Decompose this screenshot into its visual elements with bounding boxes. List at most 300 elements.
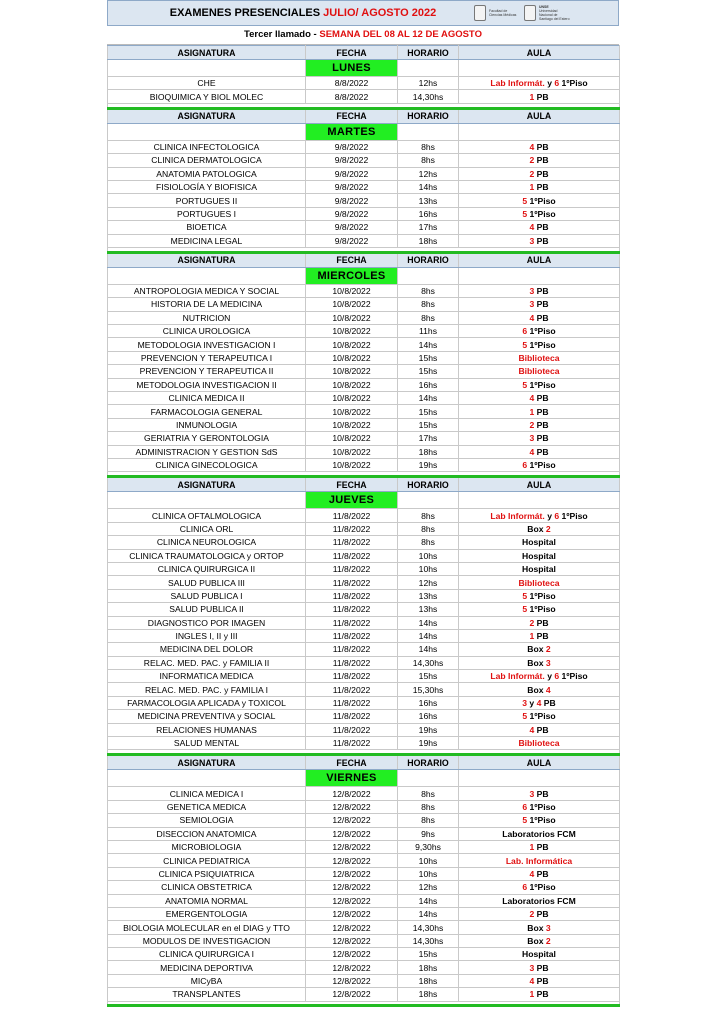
room-text: Box [527,922,546,933]
column-header-room: AULA [459,477,620,492]
table-row [108,683,620,696]
room-text: y [527,698,537,709]
table-row [108,536,620,549]
room-text: 1ºPiso [527,882,556,893]
room-text: 2 [529,617,535,628]
room-cell [459,562,620,575]
room-text: 5 [522,208,528,219]
date-cell: 12/8/2022 [306,948,398,961]
room-text: 1ºPiso [527,195,556,206]
room-text: 2 [545,523,551,534]
subject-cell: FARMACOLOGIA GENERAL [108,405,306,418]
date-cell: 12/8/2022 [306,787,398,800]
room-cell [459,723,620,736]
table-row [108,723,620,736]
column-header-time: HORARIO [398,477,459,492]
room-text: 1ºPiso [559,510,588,521]
column-header-row [108,477,620,492]
subject-cell: CLINICA QUIRURGICA II [108,562,306,575]
date-cell: 10/8/2022 [306,298,398,311]
table-row [108,616,620,629]
date-cell: 8/8/2022 [306,77,398,90]
time-cell: 8hs [398,154,459,167]
room-text: 1ºPiso [527,326,556,337]
date-cell: 10/8/2022 [306,338,398,351]
table-row [108,576,620,589]
room-text: Biblioteca [518,577,560,588]
date-cell: 11/8/2022 [306,576,398,589]
room-cell [459,814,620,827]
day-row [108,60,620,77]
time-cell: 14hs [398,907,459,920]
room-cell [459,737,620,750]
subject-cell: SALUD PUBLICA III [108,576,306,589]
date-cell: 11/8/2022 [306,616,398,629]
table-row [108,234,620,247]
room-text: 1 [529,91,535,102]
table-row [108,445,620,458]
table-row [108,549,620,562]
room-text: 2 [529,909,535,920]
table-row [108,432,620,445]
room-text: PB [534,724,549,735]
time-cell: 10hs [398,562,459,575]
room-text: 2 [529,420,535,430]
table-row [108,392,620,405]
room-cell [459,603,620,616]
room-text: 5 [522,590,528,601]
subject-cell: MICyBA [108,974,306,987]
day-spacer [398,770,459,787]
room-cell [459,154,620,167]
subject-cell: MEDICINA DEPORTIVA [108,961,306,974]
room-cell [459,77,620,90]
column-header-date: FECHA [306,108,398,123]
room-text: 1 [529,182,535,193]
room-text: PB [534,446,549,457]
date-cell: 11/8/2022 [306,549,398,562]
room-text: PB [534,286,549,297]
time-cell: 8hs [398,787,459,800]
room-text: 6 [554,671,560,682]
room-text: 1ºPiso [559,78,588,89]
date-cell: 12/8/2022 [306,881,398,894]
date-cell: 10/8/2022 [306,392,398,405]
day-name: JUEVES [306,492,398,509]
table-row [108,814,620,827]
room-cell [459,378,620,391]
room-cell [459,194,620,207]
room-cell [459,522,620,535]
time-cell: 13hs [398,589,459,602]
time-cell: 15hs [398,351,459,364]
subject-cell: INFORMATICA MEDICA [108,670,306,683]
time-cell: 16hs [398,696,459,709]
time-cell: 14hs [398,643,459,656]
room-text: 1 [529,842,535,853]
table-row [108,921,620,934]
time-cell: 8hs [398,800,459,813]
time-cell: 18hs [398,445,459,458]
time-cell: 17hs [398,432,459,445]
date-cell: 10/8/2022 [306,458,398,471]
room-text: PB [534,312,549,323]
column-header-room: AULA [459,755,620,770]
date-cell: 10/8/2022 [306,405,398,418]
date-cell: 12/8/2022 [306,840,398,853]
subject-cell: MICROBIOLOGIA [108,840,306,853]
table-row [108,907,620,920]
subject-cell: BIOETICA [108,221,306,234]
day-spacer [398,123,459,140]
day-name: MARTES [306,123,398,140]
time-cell: 18hs [398,234,459,247]
room-text: 2 [529,155,535,166]
fcm-logo [474,4,521,22]
fcm-shield-icon [474,5,486,21]
date-cell: 11/8/2022 [306,629,398,642]
date-cell: 9/8/2022 [306,234,398,247]
subject-cell: EMERGENTOLOGIA [108,907,306,920]
column-header-row [108,755,620,770]
subject-cell: DISECCION ANATOMICA [108,827,306,840]
table-row [108,840,620,853]
room-text: 3 [529,788,535,799]
time-cell: 8hs [398,536,459,549]
room-cell [459,656,620,669]
room-text: 3 [545,922,551,933]
time-cell: 13hs [398,603,459,616]
day-spacer [459,492,620,509]
table-row [108,881,620,894]
time-cell: 14,30hs [398,921,459,934]
table-row [108,800,620,813]
date-cell: 12/8/2022 [306,961,398,974]
room-text: 1ºPiso [527,590,556,601]
date-cell: 9/8/2022 [306,167,398,180]
subject-cell: CLINICA ORL [108,522,306,535]
date-cell: 11/8/2022 [306,710,398,723]
date-cell: 10/8/2022 [306,284,398,297]
subject-cell: CLINICA PEDIATRICA [108,854,306,867]
table-row [108,298,620,311]
room-text: PB [534,182,549,193]
date-cell: 11/8/2022 [306,562,398,575]
date-cell: 11/8/2022 [306,670,398,683]
room-cell [459,418,620,431]
table-row [108,948,620,961]
room-text: Box [527,523,546,534]
subject-cell: FARMACOLOGIA APLICADA y TOXICOL [108,696,306,709]
room-text: Biblioteca [518,353,560,364]
room-text: 3 [522,698,528,709]
table-row [108,284,620,297]
day-spacer [459,770,620,787]
room-text: 1ºPiso [527,711,556,722]
table-row [108,378,620,391]
call-subtitle: Tercer llamado - SEMANA DEL 08 AL 12 DE AGOSTO [107,26,619,45]
room-text: 2 [545,644,551,655]
room-cell [459,710,620,723]
day-separator [108,1001,620,1005]
date-cell: 12/8/2022 [306,974,398,987]
table-row [108,405,620,418]
room-cell [459,894,620,907]
room-text: 6 [554,510,560,521]
day-row [108,123,620,140]
room-text: PB [534,842,549,853]
time-cell: 10hs [398,854,459,867]
room-text: PB [534,393,549,404]
date-cell: 12/8/2022 [306,934,398,947]
time-cell: 9,30hs [398,840,459,853]
room-text: Hospital [522,537,556,548]
time-cell: 10hs [398,867,459,880]
time-cell: 15hs [398,670,459,683]
schedule-table [107,45,620,1007]
date-cell: 9/8/2022 [306,180,398,193]
time-cell: 8hs [398,140,459,153]
room-cell [459,840,620,853]
room-cell [459,325,620,338]
room-cell [459,536,620,549]
table-row [108,710,620,723]
table-row [108,787,620,800]
date-cell: 11/8/2022 [306,696,398,709]
column-header-time: HORARIO [398,755,459,770]
subject-cell: RELAC. MED. PAC. y FAMILIA II [108,656,306,669]
room-text: 4 [536,698,542,709]
time-cell: 16hs [398,710,459,723]
room-text: 5 [522,815,528,826]
room-cell [459,974,620,987]
date-cell: 11/8/2022 [306,522,398,535]
date-cell: 11/8/2022 [306,536,398,549]
room-cell [459,881,620,894]
room-cell [459,696,620,709]
table-row [108,167,620,180]
time-cell: 15hs [398,948,459,961]
subject-cell: SEMIOLOGIA [108,814,306,827]
time-cell: 19hs [398,737,459,750]
room-text: Lab Informát. [490,671,545,682]
room-text: PB [534,91,549,102]
room-cell [459,787,620,800]
subject-cell: CLINICA QUIRURGICA I [108,948,306,961]
subject-cell: MEDICINA DEL DOLOR [108,643,306,656]
room-text: 4 [545,684,551,695]
column-header-date: FECHA [306,46,398,60]
subject-cell: GENETICA MEDICA [108,800,306,813]
day-spacer [108,60,306,77]
room-cell [459,616,620,629]
table-row [108,418,620,431]
room-text: 2 [545,935,551,946]
time-cell: 15hs [398,405,459,418]
column-header-time: HORARIO [398,46,459,60]
date-cell: 12/8/2022 [306,854,398,867]
time-cell: 12hs [398,77,459,90]
room-text: Box [527,644,546,655]
room-text: PB [534,155,549,166]
room-text: 1ºPiso [527,339,556,350]
time-cell: 14,30hs [398,656,459,669]
table-row [108,221,620,234]
room-cell [459,509,620,522]
subject-cell: METODOLOGIA INVESTIGACION I [108,338,306,351]
subject-cell: CLINICA OFTALMOLOGICA [108,509,306,522]
table-row [108,351,620,364]
subject-cell: ADMINISTRACION Y GESTION SdS [108,445,306,458]
exam-schedule-sheet [107,0,619,1007]
room-text: Box [527,935,546,946]
room-text: Laboratorios FCM [502,895,576,906]
time-cell: 15hs [398,418,459,431]
time-cell: 14,30hs [398,934,459,947]
date-cell: 11/8/2022 [306,603,398,616]
day-row [108,492,620,509]
room-cell [459,180,620,193]
room-text: PB [534,420,549,430]
subject-cell: MEDICINA PREVENTIVA y SOCIAL [108,710,306,723]
day-spacer [108,123,306,140]
room-text: PB [534,962,549,973]
schedule-body [108,46,620,1006]
day-row [108,770,620,787]
room-text: 2 [529,168,535,179]
column-header-subject: ASIGNATURA [108,477,306,492]
room-text: 1ºPiso [527,604,556,615]
date-cell: 10/8/2022 [306,325,398,338]
table-row [108,154,620,167]
column-header-row [108,46,620,60]
room-text: PB [534,788,549,799]
unse-logo-text: Universidad Nacional de Santiago del Estero [539,9,570,21]
room-cell [459,405,620,418]
date-cell: 10/8/2022 [306,351,398,364]
column-header-time: HORARIO [398,108,459,123]
table-row [108,737,620,750]
subject-cell: PORTUGUES I [108,207,306,220]
room-text: PB [534,868,549,879]
room-text: 1ºPiso [527,379,556,390]
date-cell: 9/8/2022 [306,194,398,207]
day-row [108,267,620,284]
room-cell [459,948,620,961]
room-cell [459,392,620,405]
room-text: Lab. Informática [505,855,573,866]
column-header-room: AULA [459,46,620,60]
date-cell: 10/8/2022 [306,432,398,445]
table-row [108,365,620,378]
column-header-row [108,108,620,123]
table-row [108,207,620,220]
room-text: 3 [545,657,551,668]
subject-cell: ANATOMIA PATOLOGICA [108,167,306,180]
time-cell: 16hs [398,207,459,220]
room-cell [459,140,620,153]
room-text: 6 [522,460,528,471]
date-cell: 11/8/2022 [306,643,398,656]
room-cell [459,311,620,324]
room-cell [459,589,620,602]
subject-cell: MEDICINA LEGAL [108,234,306,247]
table-row [108,988,620,1001]
room-cell [459,670,620,683]
room-text: PB [534,406,549,417]
time-cell: 19hs [398,723,459,736]
subject-cell: NUTRICION [108,311,306,324]
date-cell: 8/8/2022 [306,90,398,103]
room-text: 3 [529,235,535,246]
room-text: 3 [529,962,535,973]
room-text: 3 [529,286,535,297]
room-text: 1ºPiso [527,460,556,471]
column-header-subject: ASIGNATURA [108,108,306,123]
subject-cell: TRANSPLANTES [108,988,306,1001]
room-text: y [544,510,555,521]
room-cell [459,234,620,247]
fcm-logo-text: Facultad de Ciencias Médicas [489,9,517,17]
subject-cell: HISTORIA DE LA MEDICINA [108,298,306,311]
time-cell: 8hs [398,284,459,297]
subject-cell: SALUD PUBLICA I [108,589,306,602]
subject-cell: INGLES I, II y III [108,629,306,642]
time-cell: 16hs [398,378,459,391]
subject-cell: CLINICA MEDICA I [108,787,306,800]
subject-cell: ANTROPOLOGIA MEDICA Y SOCIAL [108,284,306,297]
room-cell [459,458,620,471]
room-text: 4 [529,724,535,735]
room-text: 4 [529,312,535,323]
time-cell: 9hs [398,827,459,840]
date-cell: 10/8/2022 [306,365,398,378]
time-cell: 10hs [398,549,459,562]
time-cell: 14hs [398,392,459,405]
time-cell: 13hs [398,194,459,207]
subject-cell: PREVENCION Y TERAPEUTICA I [108,351,306,364]
table-row [108,180,620,193]
room-cell [459,338,620,351]
room-cell [459,907,620,920]
room-cell [459,549,620,562]
room-text: PB [534,168,549,179]
table-row [108,90,620,103]
room-cell [459,284,620,297]
room-text: 5 [522,604,528,615]
subject-cell: RELACIONES HUMANAS [108,723,306,736]
room-cell [459,827,620,840]
date-cell: 10/8/2022 [306,418,398,431]
room-text: 5 [522,339,528,350]
day-spacer [398,267,459,284]
subject-cell: CHE [108,77,306,90]
time-cell: 12hs [398,576,459,589]
unse-shield-icon [524,5,536,21]
time-cell: 11hs [398,325,459,338]
room-cell [459,207,620,220]
unse-logo [524,4,571,22]
room-text: 5 [522,711,528,722]
date-cell: 11/8/2022 [306,683,398,696]
table-row [108,629,620,642]
time-cell: 8hs [398,509,459,522]
subject-cell: MODULOS DE INVESTIGACION [108,934,306,947]
room-text: Biblioteca [518,366,560,377]
subject-cell: PREVENCION Y TERAPEUTICA II [108,365,306,378]
room-text: y [544,78,555,89]
table-row [108,77,620,90]
